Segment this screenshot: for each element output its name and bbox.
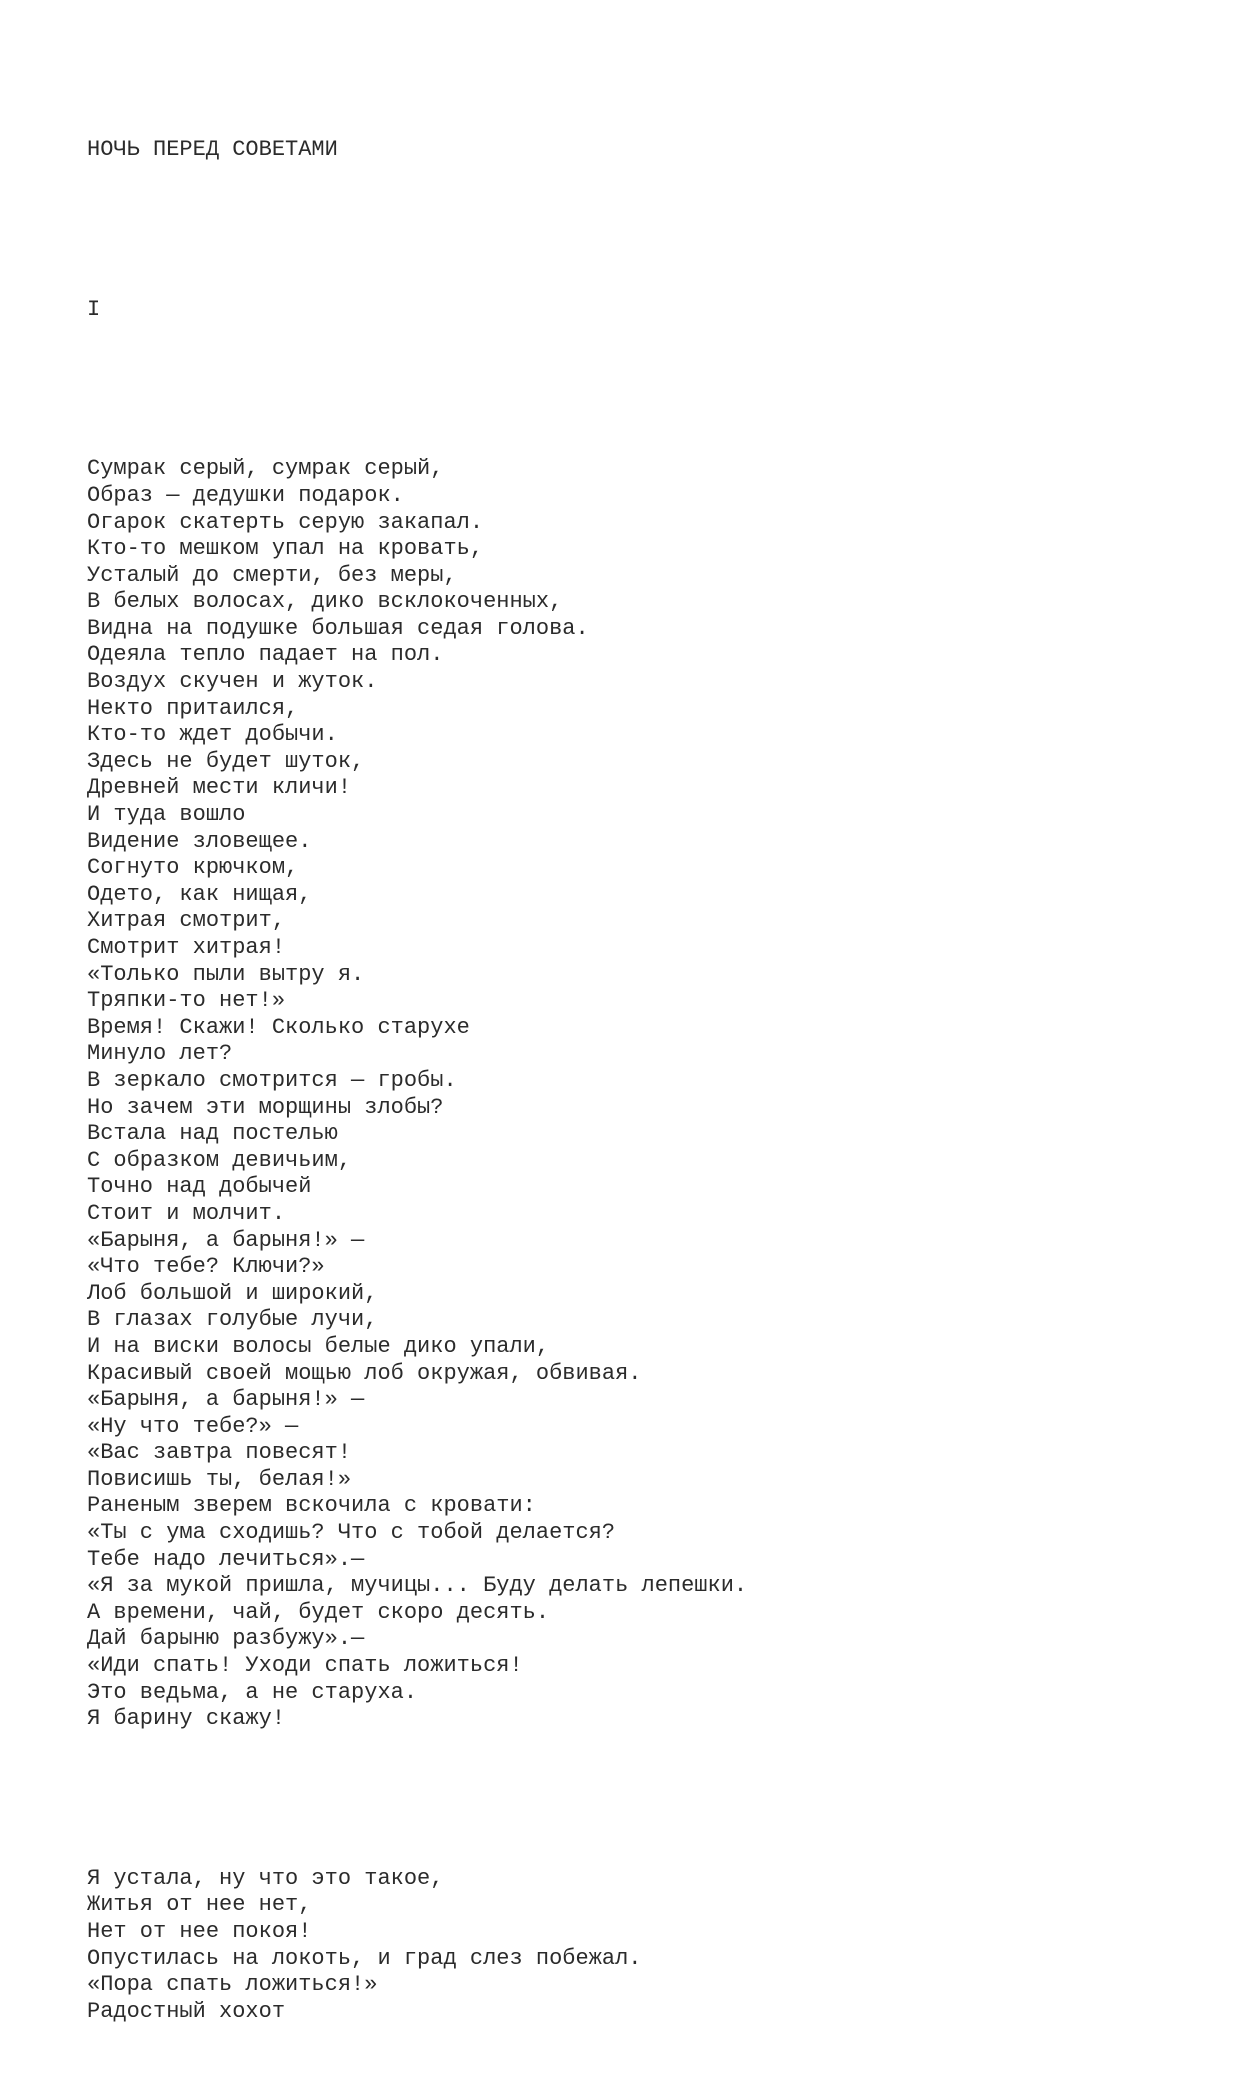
poem-line: Хитрая смотрит, (87, 908, 286, 934)
poem-line: Кто-то ждет добычи. (87, 722, 338, 748)
poem-line: «Иди спать! Уходи спать ложиться! (87, 1653, 523, 1679)
poem-line: Одеяла тепло падает на пол. (87, 642, 444, 668)
poem-line: «Вас завтра повесят! (87, 1440, 352, 1466)
poem-line: Опустилась на локоть, и град слез побежал. (87, 1945, 642, 1971)
poem-line: Стоит и молчит. (87, 1200, 286, 1226)
poem-line: «Я за мукой пришла, мучицы... Буду делать лепешки. (87, 1573, 748, 1599)
poem-line: «Барыня, а барыня!» — (87, 1387, 365, 1413)
blank-line (87, 217, 747, 244)
poem-line: Лоб большой и широкий, (87, 1280, 378, 1306)
poem-line: В белых волосах, дико всклокоченных, (87, 589, 563, 615)
poem-line: Древней мести кличи! (87, 775, 352, 801)
blank-line (87, 377, 747, 404)
poem-line: Тряпки-то нет!» (87, 988, 286, 1014)
poem-title: НОЧЬ ПЕРЕД СОВЕТАМИ (87, 137, 338, 163)
poem-line: «Ну что тебе?» — (87, 1413, 299, 1439)
blank-line (87, 1786, 747, 1813)
poem-line: И на виски волосы белые дико упали, (87, 1333, 550, 1359)
poem-line: И туда вошло (87, 802, 246, 828)
poem-line: Я барину скажу! (87, 1706, 286, 1732)
poem-line: Воздух скучен и жуток. (87, 669, 378, 695)
poem-line: Точно над добычей (87, 1174, 312, 1200)
poem-line: Повисишь ты, белая!» (87, 1466, 352, 1492)
poem-line: Образ — дедушки подарок. (87, 482, 404, 508)
poem-line: Это ведьма, а не старуха. (87, 1679, 418, 1705)
poem-line: «Ты с ума сходишь? Что с тобой делается? (87, 1520, 616, 1546)
poem-line: Сумрак серый, сумрак серый, (87, 456, 444, 482)
poem-line: Нет от нее покоя! (87, 1918, 312, 1944)
poem-line: Житья от нее нет, (87, 1892, 312, 1918)
poem-text (87, 84, 747, 2079)
poem-line: «Что тебе? Ключи?» (87, 1254, 325, 1280)
section-number: I (87, 296, 101, 322)
poem-line: «Только пыли вытру я. (87, 961, 365, 987)
poem-line: Но зачем эти морщины злобы? (87, 1094, 444, 1120)
poem-line: А времени, чай, будет скоро десять. (87, 1599, 550, 1625)
poem-line: Время! Скажи! Сколько старухе (87, 1014, 470, 1040)
stanza-2 (87, 1866, 747, 2026)
poem-line: В глазах голубые лучи, (87, 1307, 378, 1333)
poem-line: Видна на подушке большая седая голова. (87, 615, 589, 641)
stanza-1 (87, 456, 747, 1733)
poem-line: Красивый своей мощью лоб окружая, обвивая. (87, 1360, 642, 1386)
poem-line: С образком девичьим, (87, 1147, 352, 1173)
poem-line: Согнуто крючком, (87, 855, 299, 881)
poem-line: «Пора спать ложиться!» (87, 1972, 378, 1998)
poem-line: Огарок скатерть серую закапал. (87, 509, 484, 535)
poem-line: Смотрит хитрая! (87, 935, 286, 960)
poem-line: Радостный хохот (87, 1998, 286, 2024)
poem-line: Я устала, ну что это такое, (87, 1865, 444, 1891)
poem-line: Встала над постелью (87, 1121, 338, 1147)
poem-line: Одето, как нищая, (87, 881, 312, 907)
poem-line: Кто-то мешком упал на кровать, (87, 536, 484, 562)
poem-line: Минуло лет? (87, 1041, 233, 1067)
poem-line: Некто притаился, (87, 695, 299, 721)
poem-line: «Барыня, а барыня!» — (87, 1227, 365, 1253)
poem-line: Дай барыню разбужу».— (87, 1626, 365, 1652)
poem-line: Усталый до смерти, без меры, (87, 562, 457, 588)
poem-line: Тебе надо лечиться».— (87, 1546, 365, 1572)
poem-line: Здесь не будет шуток, (87, 748, 365, 774)
poem-line: В зеркало смотрится — гробы. (87, 1067, 457, 1093)
poem-line: Видение зловещее. (87, 828, 312, 854)
poem-line: Раненым зверем вскочила с кровати: (87, 1493, 536, 1519)
